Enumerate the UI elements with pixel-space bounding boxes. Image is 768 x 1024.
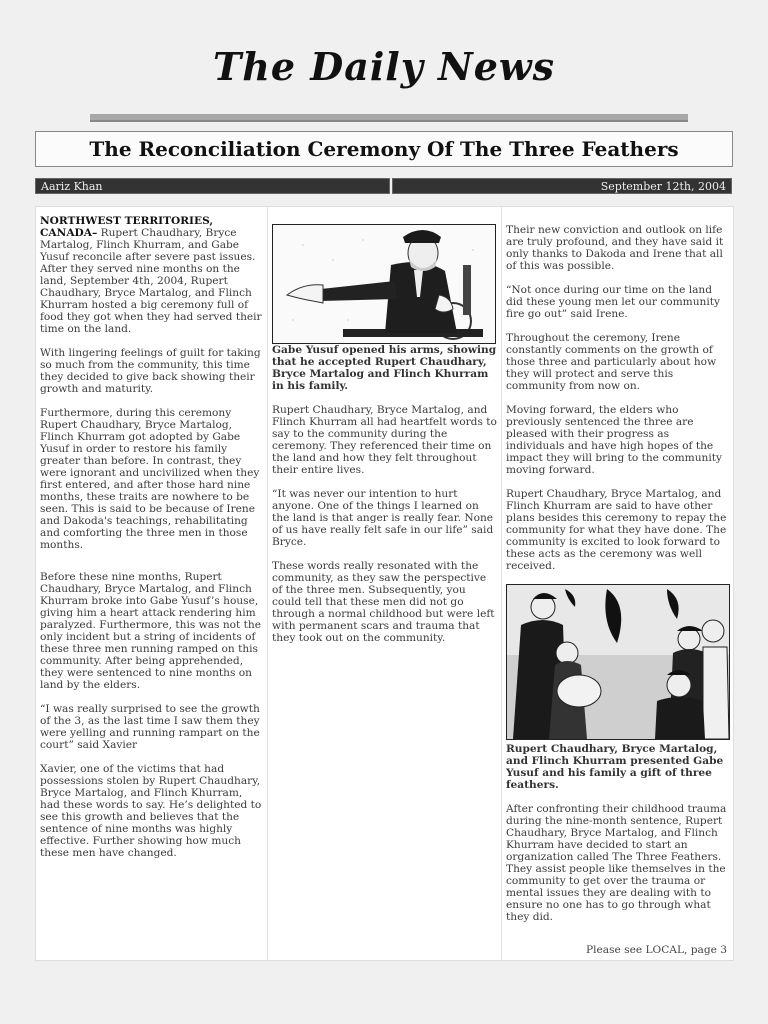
paragraph: Rupert Chaudhary, Bryce Martalog, and Flinch Khurram are said to have other plans besides this ceremony to repay the community for what they have done. The community is excited to look forward to these acts as the ceremony was well received. bbox=[506, 488, 727, 572]
paragraph: Furthermore, during this ceremony Rupert Chaudhary, Bryce Martalog, Flinch Khurram got adopted by Gabe Yusuf in order to restore his family greater than before. In contrast, they were ignorant and uncivilized when they first entered, and after those hard nine months, these traits are nowhere to be seen. This is said to be because of Irene and Dakoda's teachings, rehabilitating and comforting the three men in those months. bbox=[40, 407, 260, 551]
paragraph: Xavier, one of the victims that had possessions stolen by Rupert Chaudhary, Bryce Martalog, and Flinch Khurram, had these words to say. He’s delighted to see this growth and believes that the sentence of nine months was highly effective. Further showing how much these men have changed. bbox=[40, 763, 262, 859]
column-3 bbox=[502, 207, 733, 960]
headline-box bbox=[35, 131, 733, 167]
continued-note: Please see LOCAL, page 3 bbox=[585, 944, 727, 956]
paragraph: With lingering feelings of guilt for taking so much from the community, this time they decided to give back showing their growth and maturity. bbox=[40, 347, 261, 395]
article-headline: The Reconciliation Ceremony Of The Three Feathers bbox=[89, 137, 679, 161]
paragraph: Moving forward, the elders who previously sentenced the three are pleased with their progress as individuals and have high hopes of the impact they will bring to the community moving forward. bbox=[506, 404, 722, 476]
paragraph: Throughout the ceremony, Irene constantly comments on the growth of those three and particularly about how they will protect and serve this community from now on. bbox=[506, 332, 717, 392]
image-caption: Rupert Chaudhary, Bryce Martalog, and Flinch Khurram presented Gabe Yusuf and his family a gift of three feathers. bbox=[506, 743, 724, 791]
paragraph bbox=[40, 215, 263, 335]
masthead-title: The Daily News bbox=[212, 44, 556, 89]
feather-gift-illustration bbox=[507, 585, 729, 739]
column-2 bbox=[268, 207, 502, 960]
paragraph: Before these nine months, Rupert Chaudhary, Bryce Martalog, and Flinch Khurram broke into Gabe Yusuf’s house, giving him a heart attack rendering him paralyzed. Furthermore, this was not the only incident but a string of incidents of these three men running ramped on this community. After being apprehended, they were sentenced to nine months on land by the elders. bbox=[40, 571, 261, 691]
paragraph: These words really resonated with the community, as they saw the perspective of the three men. Subsequently, you could tell that these men did not go through a normal childhood but were left with permanent scars and trauma that they took out on the community. bbox=[272, 560, 495, 644]
masthead-rule bbox=[90, 114, 688, 122]
publish-date: September 12th, 2004 bbox=[392, 178, 732, 194]
quote-paragraph: “I was really surprised to see the growth of the 3, as the last time I saw them they were yelling and running rampart on the court” said Xavier bbox=[40, 703, 260, 751]
dateline: NORTHWEST TERRITORIES, CANADA– bbox=[40, 215, 214, 239]
byline-bar bbox=[35, 178, 732, 194]
paragraph: After confronting their childhood trauma during the nine-month sentence, Rupert Chaudhary, Bryce Martalog, and Flinch Khurram have decided to start an organization called The Three Feathers. They assist people like themselves in the community to get over the trauma or mental issues they are dealing with to ensure no one has to go through what they did. bbox=[506, 803, 727, 923]
article-columns bbox=[35, 206, 734, 961]
image-caption: Gabe Yusuf opened his arms, showing that he accepted Rupert Chaudhary, Bryce Martalog and Flinch Khurram in his family. bbox=[272, 344, 497, 392]
quote-paragraph: “Not once during our time on the land did these young men let our community fire go out” said Irene. bbox=[506, 284, 720, 320]
illustration-gabe-yusuf bbox=[272, 224, 496, 344]
quote-paragraph: “It was never our intention to hurt anyone. One of the things I learned on the land is that anger is really fear. None of us have really felt safe in our life” said Bryce. bbox=[272, 488, 494, 548]
paragraph: Rupert Chaudhary, Bryce Martalog, and Flinch Khurram all had heartfelt words to say to the community during the ceremony. They referenced their time on the land and how they felt throughout their entire lives. bbox=[272, 404, 497, 476]
author-name: Aariz Khan bbox=[35, 178, 390, 194]
column-1 bbox=[36, 207, 268, 960]
illustration-three-feathers bbox=[506, 584, 730, 740]
paragraph: Their new conviction and outlook on life are truly profound, and they have said it only thanks to Dakoda and Irene that all of this was possible. bbox=[506, 224, 724, 272]
paragraph-text: Rupert Chaudhary, Bryce Martalog, Flinch Khurram, and Gabe Yusuf reconcile after severe past issues. After they served nine months on the land, September 4th, 2004, Rupert Chaudhary, Bryce Martalog, and Flinch Khurram hosted a big ceremony full of food they got when they had served their time on the land. bbox=[40, 227, 262, 335]
elder-wheelchair-illustration bbox=[273, 225, 495, 343]
